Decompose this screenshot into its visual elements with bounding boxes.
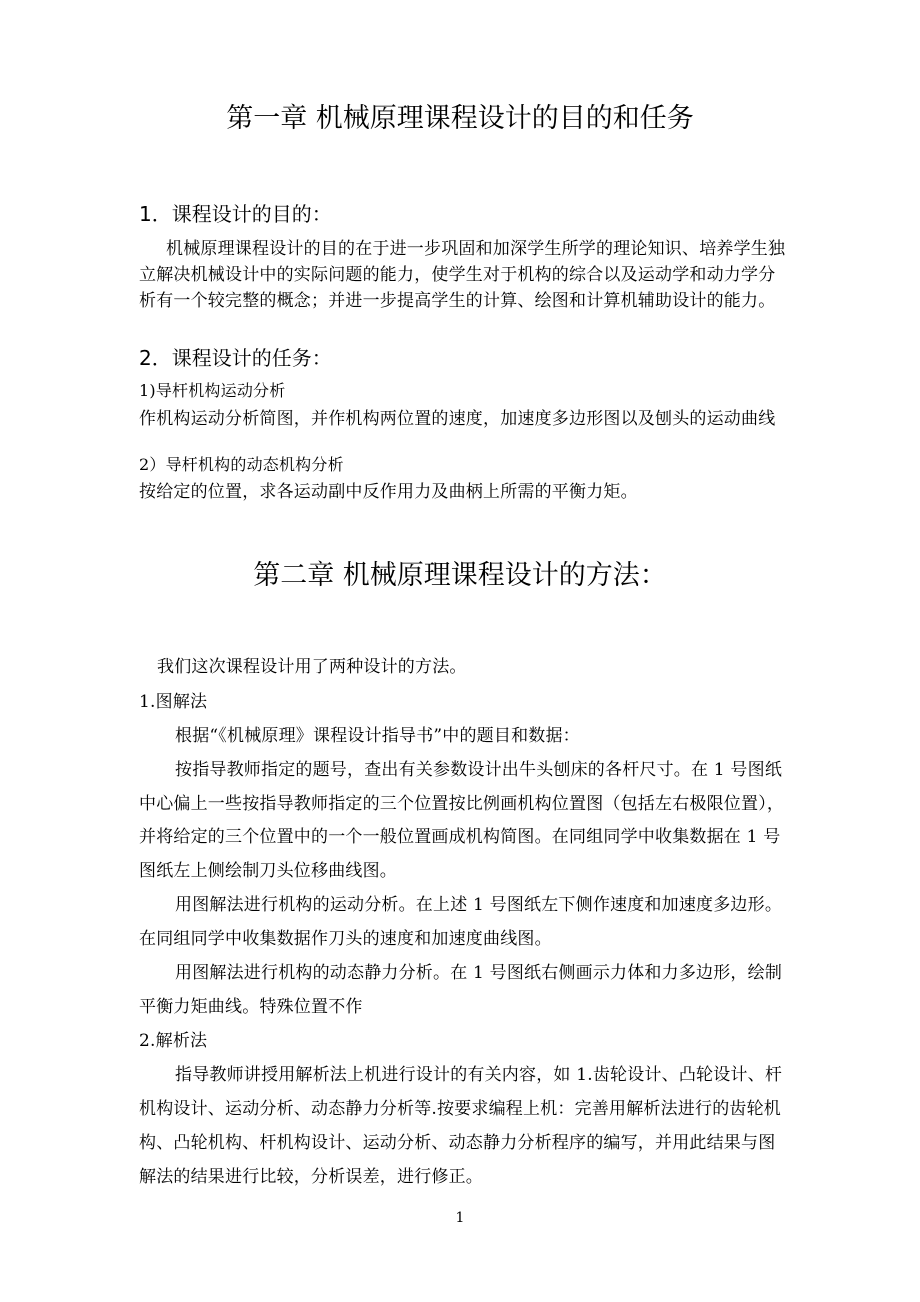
chapter-2-intro: 我们这次课程设计用了两种设计的方法。	[157, 657, 467, 677]
section-2-heading: 2．课程设计的任务：	[139, 346, 332, 370]
chapter-2-title: 第二章 机械原理课程设计的方法：	[253, 560, 667, 591]
paragraph-line: 图纸左上侧绘制刀头位移曲线图。	[139, 861, 397, 881]
paragraph-line: 按指导教师指定的题号，查出有关参数设计出牛头刨床的各杆尺寸。在 1 号图纸	[175, 760, 783, 780]
paragraph-line: 中心偏上一些按指导教师指定的三个位置按比例画机构位置图（包括左右极限位置），	[139, 794, 785, 814]
paragraph-line: 平衡力矩曲线。特殊位置不作	[139, 997, 363, 1017]
paragraph-line: 机械原理课程设计的目的在于进一步巩固和加深学生所学的理论知识、培养学生独	[166, 239, 786, 259]
section-1-heading: 1．课程设计的目的：	[139, 202, 332, 226]
method-1-heading: 1.图解法	[139, 692, 208, 712]
paragraph-line: 用图解法进行机构的运动分析。在上述 1 号图纸左下侧作速度和加速度多边形。	[175, 895, 783, 915]
paragraph-line: 根据“《机械原理》课程设计指导书”中的题目和数据：	[175, 726, 580, 746]
paragraph-line: 机构设计、运动分析、动态静力分析等.按要求编程上机：完善用解析法进行的齿轮机	[139, 1099, 782, 1119]
task-1-text: 作机构运动分析简图，并作机构两位置的速度，加速度多边形图以及刨头的运动曲线	[139, 409, 776, 429]
paragraph-line: 指导教师讲授用解析法上机进行设计的有关内容，如 1.齿轮设计、凸轮设计、杆	[175, 1065, 783, 1085]
task-2-title: 2）导杆机构的动态机构分析	[139, 455, 344, 474]
task-2-text: 按给定的位置，求各运动副中反作用力及曲柄上所需的平衡力矩。	[139, 482, 638, 502]
chapter-1-title: 第一章 机械原理课程设计的目的和任务	[226, 103, 694, 134]
paragraph-line: 用图解法进行机构的动态静力分析。在 1 号图纸右侧画示力体和力多边形，绘制	[175, 963, 783, 983]
paragraph-line: 立解决机械设计中的实际问题的能力，使学生对于机构的综合以及运动学和动力学分	[139, 265, 776, 285]
page-number: 1	[455, 1210, 465, 1226]
method-2-heading: 2.解析法	[139, 1031, 208, 1051]
paragraph-line: 并将给定的三个位置中的一个一般位置画成机构简图。在同组同学中收集数据在 1 号	[139, 827, 781, 847]
paragraph-line: 构、凸轮机构、杆机构设计、运动分析、动态静力分析程序的编写，并用此结果与图	[139, 1133, 776, 1153]
task-1-title: 1)导杆机构运动分析	[139, 381, 286, 400]
paragraph-line: 在同组同学中收集数据作刀头的速度和加速度曲线图。	[139, 929, 552, 949]
paragraph-line: 解法的结果进行比较，分析误差，进行修正。	[139, 1167, 483, 1187]
paragraph-line: 析有一个较完整的概念；并进一步提高学生的计算、绘图和计算机辅助设计的能力。	[139, 291, 776, 311]
